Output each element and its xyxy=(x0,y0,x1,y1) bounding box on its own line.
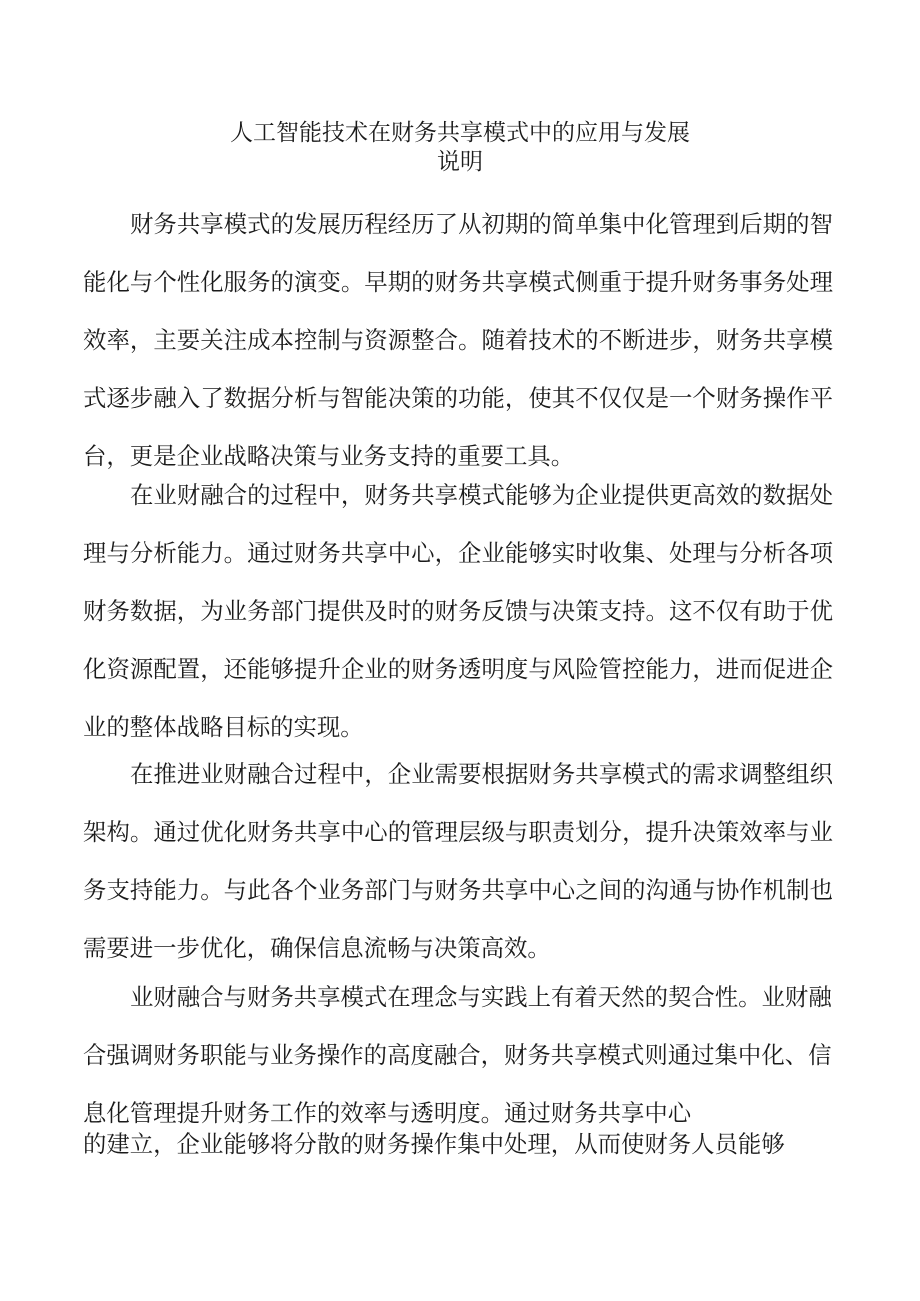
paragraph-3: 在推进业财融合过程中，企业需要根据财务共享模式的需求调整组织架构。通过优化财务共享中心的管理层级与职责划分，提升决策效率与业务支持能力。与此各个业务部门与财务共享中心之间的沟通与协作机制也需要进一步优化，确保信息流畅与决策高效。 xyxy=(83,760,833,962)
paragraph-2: 在业财融合的过程中，财务共享模式能够为企业提供更高效的数据处理与分析能力。通过财务共享中心，企业能够实时收集、处理与分析各项财务数据，为业务部门提供及时的财务反馈与决策支持。这不仅有助于优化资源配置，还能够提升企业的财务透明度与风险管控能力，进而促进企业的整体战略目标的实现。 xyxy=(83,481,833,741)
document-title: 人工智能技术在财务共享模式中的应用与发展 xyxy=(230,120,690,146)
paragraph-1: 财务共享模式的发展历程经历了从初期的简单集中化管理到后期的智能化与个性化服务的演变。早期的财务共享模式侧重于提升财务事务处理效率，主要关注成本控制与资源整合。随着技术的不断进步，财务共享模式逐步融入了数据分析与智能决策的功能，使其不仅仅是一个财务操作平台，更是企业战略决策与业务支持的重要工具。 xyxy=(83,210,833,470)
document-subtitle: 说明 xyxy=(437,149,483,175)
paragraph-4: 业财融合与财务共享模式在理念与实践上有着天然的契合性。业财融合强调财务职能与业务操作的高度融合，财务共享模式则通过集中化、信息化管理提升财务工作的效率与透明度。通过财务共享中心 xyxy=(83,983,832,1127)
continuation-line: 的建立，企业能够将分散的财务操作集中处理，从而使财务人员能够 xyxy=(83,1130,785,1158)
